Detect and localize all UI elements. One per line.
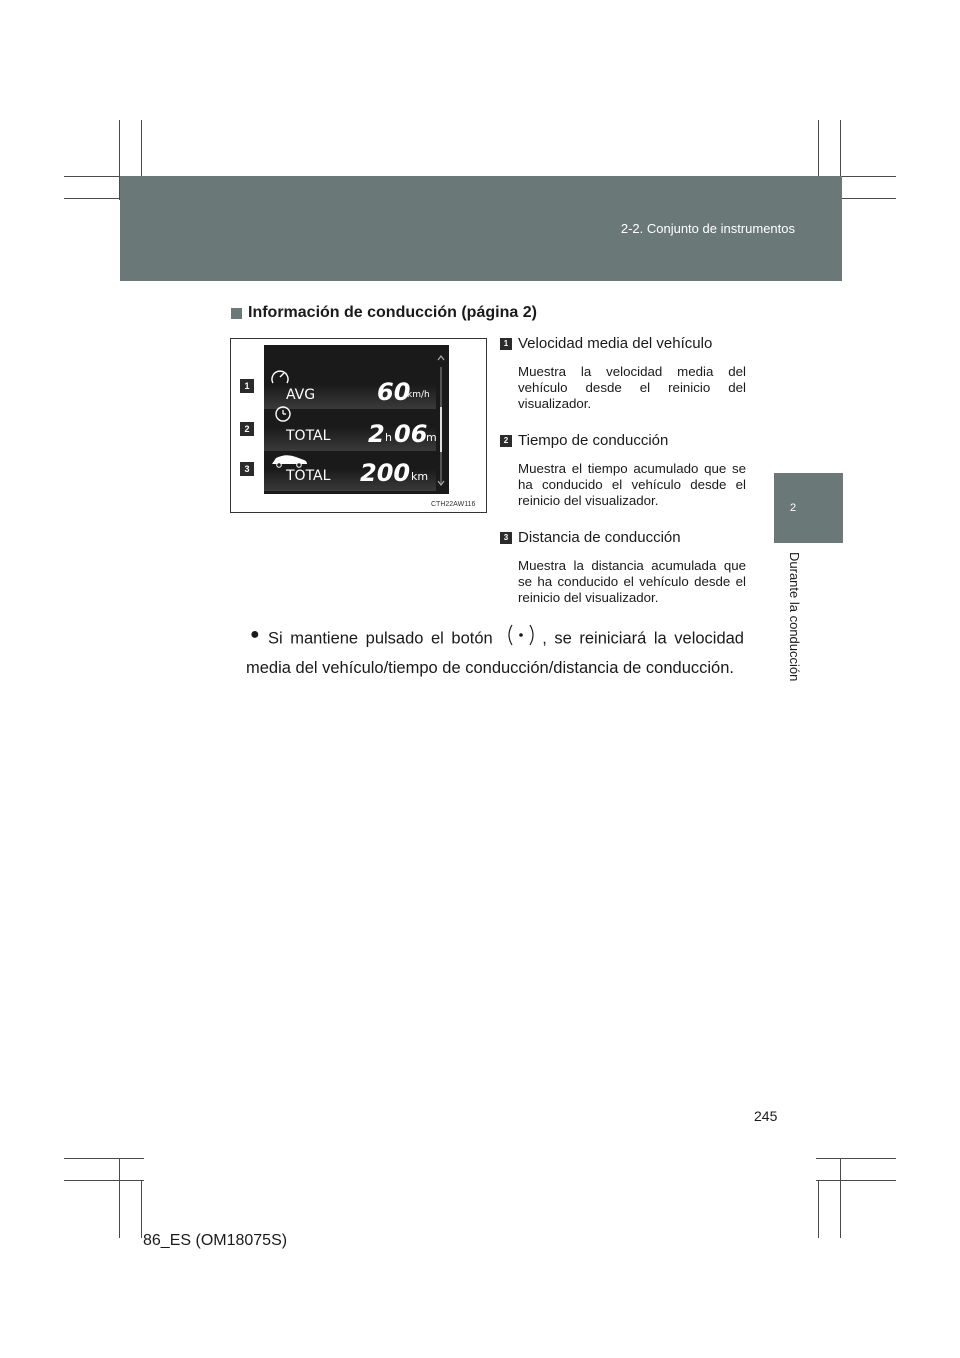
bullet-icon: ● [250,626,260,643]
footer-code: 86_ES (OM18075S) [143,1232,288,1249]
instrument-display [264,345,449,494]
crop-mark [816,1180,896,1181]
display-graphic [264,345,449,494]
row-distance-unit: km [411,470,429,483]
speedometer-icon [272,371,288,383]
crop-mark [840,1158,841,1238]
row-time-hours: 2 [368,420,385,448]
chapter-tab [774,473,843,543]
chapter-number: 2 [790,502,797,514]
item-description: Muestra la velocidad media del vehículo desde el reinicio del visualizador. [518,364,746,411]
bullet-text-before: Si mantiene pulsado el botón [268,629,493,648]
item-title: Distancia de conducción [518,529,681,546]
item-title: Velocidad media del vehículo [518,335,713,352]
crop-mark [818,1180,819,1238]
crop-mark [141,1180,142,1238]
section-title [231,304,537,322]
row-time-hours-unit: h [385,431,392,444]
item-description: Muestra la distancia acumulada que se ha conducido el vehículo desde el reinicio del visualizador. [518,558,746,605]
item-driving-distance [500,529,746,606]
figure-callout: 2 [240,422,254,436]
section-title-text: Información de conducción (página 2) [248,304,537,321]
bullet-text-after: , se reiniciará la velocidad media del vehículo/tiempo de conducción/distancia de conducción. [246,629,744,677]
row-distance-value: 200 [360,459,411,487]
reset-button-icon [504,623,538,655]
car-icon [272,455,307,467]
section-square-icon [231,308,242,319]
item-driving-time [500,432,746,509]
item-description: Muestra el tiempo acumulado que se ha conducido el vehículo desde el reinicio del visualizador. [518,461,746,508]
figure-callout: 1 [240,379,254,393]
row-distance-label: TOTAL [286,468,331,484]
chapter-label: Durante la conducción [787,552,802,682]
row-time-minutes: 06 [394,420,428,448]
figure-callout: 3 [240,462,254,476]
item-number: 3 [500,532,512,544]
row-avg-unit: km/h [407,390,430,400]
header-title: 2-2. Conjunto de instrumentos [620,221,795,236]
row-time-label: TOTAL [286,428,331,444]
scroll-thumb [440,407,442,452]
item-avg-speed [500,335,746,412]
crop-mark [64,1180,144,1181]
crop-mark [64,1158,144,1159]
scroll-up-icon [438,356,444,360]
item-title: Tiempo de conducción [518,432,669,449]
clock-icon [276,407,290,421]
item-number: 2 [500,435,512,447]
row-avg-value: 60 [377,378,411,406]
row-time-minutes-unit: m [426,431,437,444]
item-number: 1 [500,338,512,350]
crop-mark [119,1158,120,1238]
figure-code: CTH22AW116 [431,501,476,508]
bullet-text [246,623,744,681]
crop-mark [816,1158,896,1159]
row-avg-label: AVG [286,387,316,403]
page-number: 245 [754,1108,778,1124]
